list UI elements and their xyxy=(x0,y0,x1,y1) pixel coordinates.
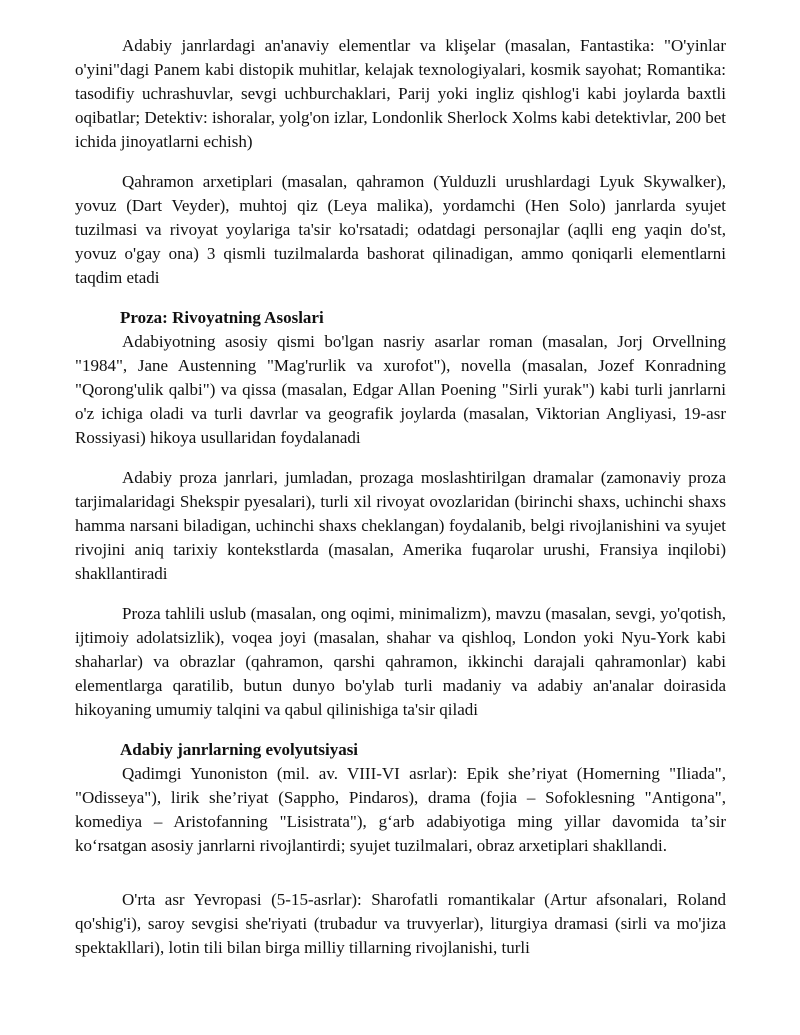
paragraph-prose-analysis: Proza tahlili uslub (masalan, ong oqimi, minimalizm), mavzu (masalan, sevgi, yo'qotish, ijtimoiy adolatsizlik), voqea joyi (masalan, shahar va qishloq, London yoki Nyu-York kabi shaharlar) va obrazlar (qahramon, qarshi qahramon, ikkinchi darajali qahramonlar) kabi elementlarga qaratilib, butun dunyo bo'ylab turli madaniy va adabiy an'analar doirasida hikoyaning umumiy talqini va qabul qilinishiga ta'sir qiladi xyxy=(75,604,726,719)
section-heading-prose: Proza: Rivoyatning Asoslari xyxy=(120,308,324,327)
paragraph-ancient-greece: Qadimgi Yunoniston (mil. av. VIII-VI asrlar): Epik she’riyat (Homerning "Iliada", "Odisseya"), lirik she’riyat (Sappho, Pindaros), drama (fojia – Sofoklesning "Antigona", komediya – Aristofanning "Lisistrata"), gʻarb adabiyotiga ming yillar davomida taʼsir koʻrsatgan asosiy janrlarni rivojlantirdi; syujet tuzilmalari, obraz arxetiplari shakllandi. xyxy=(75,764,726,855)
paragraph-hero-archetypes: Qahramon arxetiplari (masalan, qahramon (Yulduzli urushlardagi Lyuk Skywalker), yovuz (Dart Veyder), muhtoj qiz (Leya malika), yordamchi (Hen Solo) janrlarda syujet tuzilmasi va rivoyat yoylariga ta'sir ko'rsatadi; odatdagi personajlar (aqlli eng yaqin do'st, yovuz o'gay ona) 3 qismli tuzilmalarda bashorat qilinadigan, ammo qoniqarli elementlarni taqdim etadi xyxy=(75,172,726,287)
paragraph-prose-genres: Adabiy proza janrlari, jumladan, prozaga moslashtirilgan dramalar (zamonaviy proza tarjimalaridagi Shekspir pyesalari), turli xil rivoyat ovozlaridan (birinchi shaxs, uchinchi shaxs hamma narsani biladigan, uchinchi shaxs cheklangan) foydalanib, belgi rivojlanishini va syujet rivojini aniq tarixiy kontekstlarda (masalan, Amerika fuqarolar urushi, Fransiya inqilobi) shakllantiradi xyxy=(75,468,726,583)
paragraph-genre-cliches: Adabiy janrlardagi an'anaviy elementlar va klişelar (masalan, Fantastika: "O'yinlar o'yini"dagi Panem kabi distopik muhitlar, kelajak texnologiyalari, kosmik sayohat; Romantika: tasodifiy uchrashuvlar, sevgi uchburchaklari, Parij yoki ingliz qishlog'i kabi joylarda baxtli oqibatlar; Detektiv: ishoralar, yolg'on izlar, Londonlik Sherlock Xolms kabi detektivlar, 200 bet ichida jinoyatlarni echish) xyxy=(75,36,726,151)
paragraph-medieval-europe: O'rta asr Yevropasi (5-15-asrlar): Sharofatli romantikalar (Artur afsonalari, Roland qo'shig'i), saroy sevgisi she'riyati (trubadur va truvyerlar), liturgiya dramasi (sirli va mo'jiza spektakllari), lotin tili bilan birga milliy tillarning rivojlanishi, turli xyxy=(75,890,726,957)
paragraph-gap xyxy=(75,874,726,888)
section-heading-evolution: Adabiy janrlarning evolyutsiyasi xyxy=(120,740,359,759)
paragraph-prose-works: Adabiyotning asosiy qismi bo'lgan nasriy asarlar roman (masalan, Jorj Orvellning "1984", Jane Austenning "Mag'rurlik va xurofot"), novella (masalan, Jozef Konradning "Qorong'ulik qalbi") va qissa (masalan, Edgar Allan Poening "Sirli yurak") kabi turli janrlarni o'z ichiga oladi va turli davrlar va geografik joylarda (masalan, Viktorian Angliyasi, 19-asr Rossiyasi) hikoya usullaridan foydalanadi xyxy=(75,332,726,447)
document-page xyxy=(75,34,726,976)
